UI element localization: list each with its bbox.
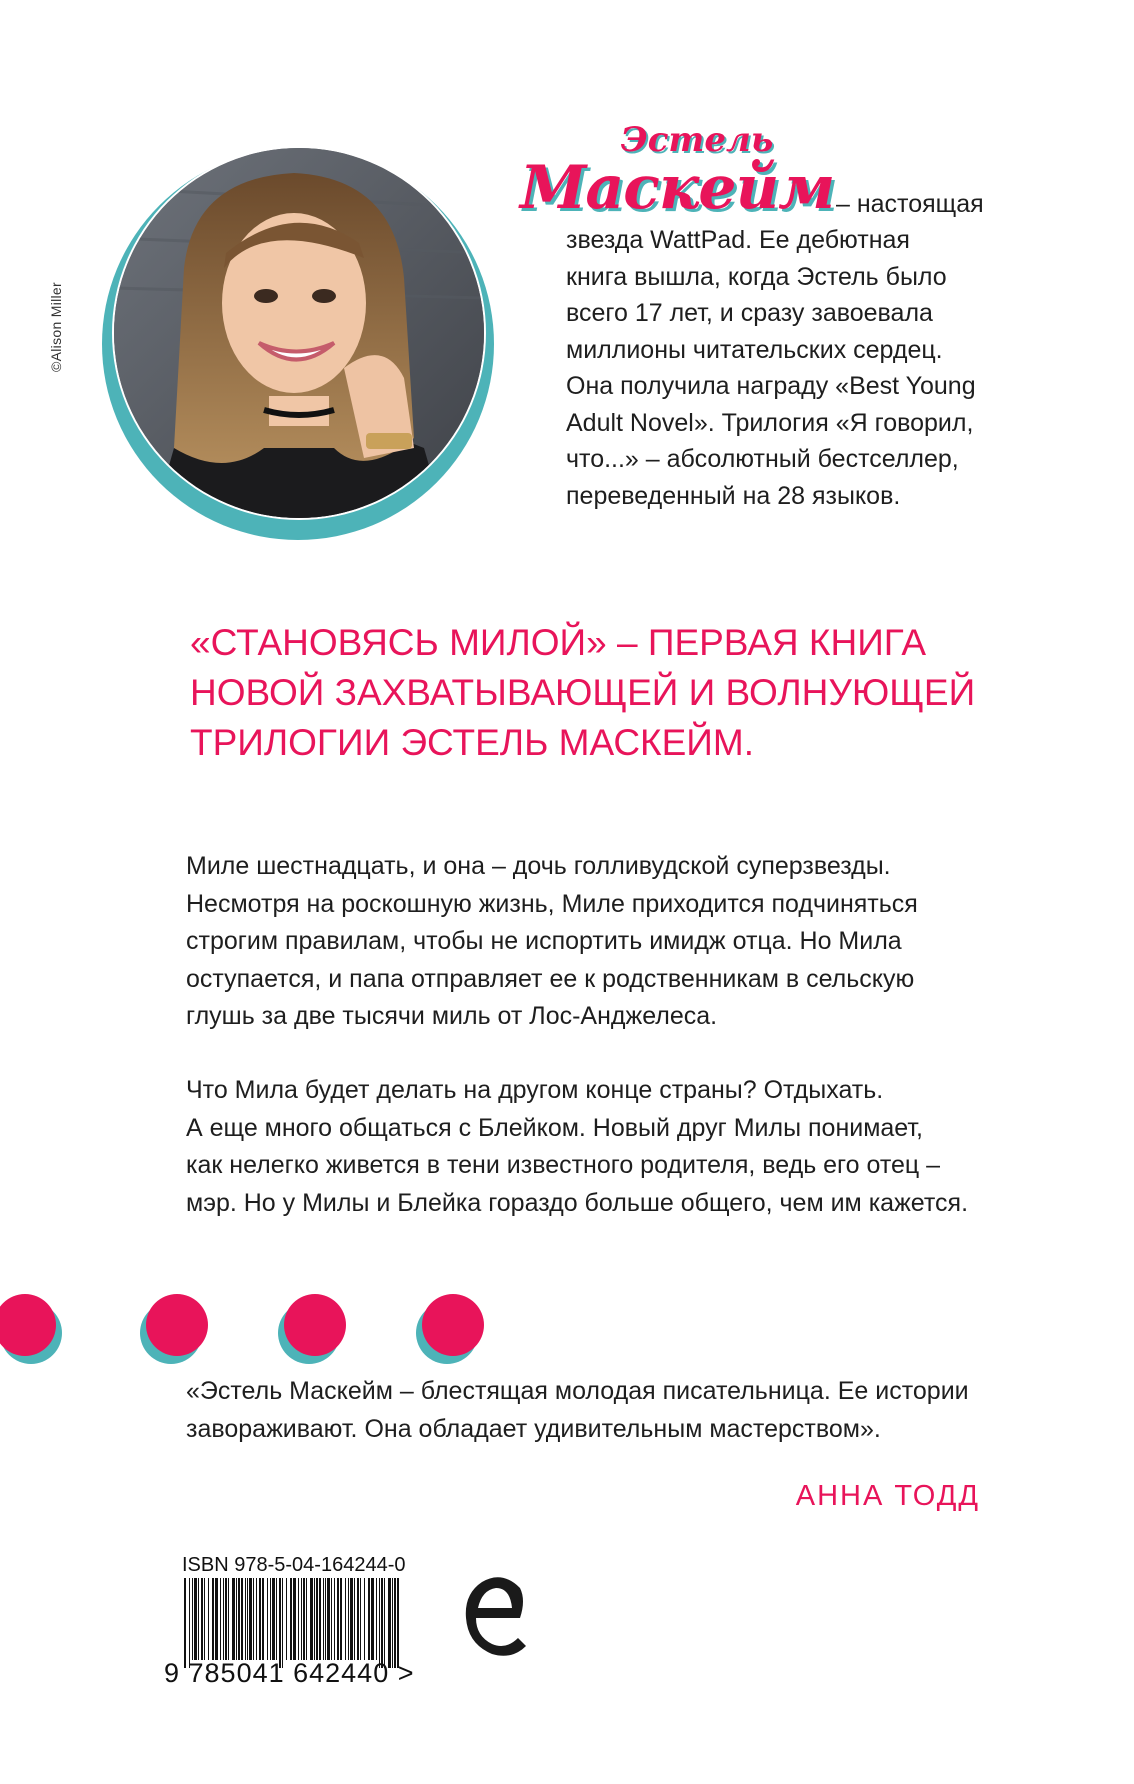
- barcode-bar: [225, 1578, 227, 1660]
- barcode-bar: [360, 1578, 361, 1660]
- bio-line: миллионы читательских сердец.: [566, 335, 943, 364]
- paragraph-line: строгим правилам, чтобы не испортить имидж отца. Но Мила: [186, 927, 902, 955]
- barcode-bar: [293, 1578, 296, 1660]
- barcode-bar: [345, 1578, 346, 1660]
- barcode-bar: [236, 1578, 237, 1660]
- barcode-bar: [337, 1578, 339, 1660]
- barcode-bar: [256, 1578, 257, 1660]
- barcode-bar: [241, 1578, 243, 1660]
- bio-line: что...» – абсолютный бестселлер,: [566, 445, 959, 473]
- paragraph-line: мэр. Но у Милы и Блейка гораздо больше общего, чем им кажется.: [186, 1188, 969, 1217]
- barcode-bar: [298, 1578, 299, 1660]
- barcode-bar: [192, 1578, 193, 1660]
- barcode-bar: [392, 1578, 393, 1668]
- paragraph-line: А еще много общаться с Блейком. Новый друг Милы понимает,: [186, 1113, 923, 1142]
- bio-first-line: – настоящая: [836, 190, 984, 218]
- barcode-bar: [270, 1578, 271, 1660]
- barcode-bar: [388, 1578, 391, 1668]
- barcode-bar: [204, 1578, 205, 1660]
- barcode-bar: [259, 1578, 261, 1660]
- barcode-bar: [303, 1578, 305, 1660]
- barcode-bar: [331, 1578, 332, 1660]
- author-photo-illustration: [114, 148, 484, 518]
- barcode-bar: [189, 1578, 190, 1668]
- tagline-line: ТРИЛОГИИ ЭСТЕЛЬ МАСКЕЙМ.: [190, 722, 754, 763]
- synopsis-paragraph-2: [186, 1072, 976, 1222]
- barcode-bar: [319, 1578, 321, 1660]
- barcode-bar: [212, 1578, 214, 1660]
- barcode-bar: [376, 1578, 377, 1660]
- barcode-bar: [279, 1578, 281, 1668]
- barcode-bar: [286, 1578, 287, 1660]
- barcode-bar: [272, 1578, 275, 1660]
- paragraph-line: как нелегко живется в тени известного родителя, ведь его отец –: [186, 1151, 941, 1179]
- barcode-bar: [232, 1578, 235, 1660]
- author-first-name: Эстель: [620, 120, 774, 160]
- barcode-bar: [262, 1578, 264, 1660]
- quote-line: завораживают. Она обладает удивительным мастерством».: [186, 1415, 881, 1443]
- paragraph-line: Что Мила будет делать на другом конце страны? Отдыхать.: [186, 1076, 884, 1104]
- paragraph-line: оступается, и папа отправляет ее к родственникам в сельскую: [186, 964, 915, 993]
- barcode-bar: [249, 1578, 252, 1660]
- tagline-line: НОВОЙ ЗАХВАТЫВАЮЩЕЙ И ВОЛНУЮЩЕЙ: [190, 672, 976, 713]
- barcode-bar: [276, 1578, 277, 1660]
- synopsis-paragraph-1: [186, 848, 976, 1036]
- barcode-bar: [306, 1578, 307, 1660]
- book-tagline: [190, 618, 990, 768]
- barcode-bar: [368, 1578, 370, 1660]
- barcode-bar: [208, 1578, 209, 1660]
- barcode-bar: [348, 1578, 349, 1660]
- barcode-bar: [325, 1578, 326, 1660]
- quote-line: «Эстель Маскейм – блестящая молодая писательница. Ее истории: [186, 1377, 969, 1405]
- barcode-bar: [323, 1578, 324, 1660]
- barcode-bar: [357, 1578, 359, 1660]
- barcode-digits: 9 785041 642440 >: [164, 1658, 415, 1688]
- bio-line: всего 17 лет, и сразу завоевала: [566, 299, 933, 327]
- barcode-bar: [282, 1578, 283, 1668]
- barcode-bar: [379, 1578, 380, 1668]
- bio-line: Adult Novel». Трилогия «Я говорил,: [566, 408, 974, 437]
- publisher-logo-icon: [462, 1570, 530, 1658]
- paragraph-line: Несмотря на роскошную жизнь, Миле приходится подчиняться: [186, 889, 918, 918]
- barcode-bar: [394, 1578, 396, 1668]
- barcode-bar: [364, 1578, 365, 1660]
- barcode-bar: [350, 1578, 353, 1660]
- barcode-bar: [220, 1578, 221, 1660]
- barcode-bar: [384, 1578, 385, 1668]
- isbn-label: ISBN 978-5-04-164244-0: [182, 1554, 406, 1576]
- barcode-bar: [310, 1578, 313, 1660]
- barcode-bar: [215, 1578, 218, 1660]
- author-last-name: Маскейм: [520, 153, 835, 223]
- barcode-bar: [228, 1578, 229, 1660]
- barcode-bar: [340, 1578, 342, 1660]
- barcode-bar: [381, 1578, 383, 1668]
- bio-line: Она получила награду «Best Young: [566, 372, 976, 400]
- barcode-bar: [194, 1578, 197, 1660]
- barcode-bar: [316, 1578, 318, 1660]
- decor-dot: [284, 1294, 346, 1356]
- barcode-bar: [267, 1578, 268, 1660]
- barcode-bar: [314, 1578, 315, 1660]
- decor-dot: [146, 1294, 208, 1356]
- review-quote: [186, 1372, 986, 1448]
- bio-line: книга вышла, когда Эстель было: [566, 262, 947, 291]
- quote-author: АННА ТОДД: [795, 1480, 980, 1512]
- decor-dot: [422, 1294, 484, 1356]
- bio-line: звезда WattPad. Ее дебютная: [566, 226, 910, 254]
- bio-line: переведенный на 28 языков.: [566, 481, 901, 510]
- barcode-bar: [371, 1578, 374, 1660]
- paragraph-line: глушь за две тысячи миль от Лос-Анджелеса.: [186, 1002, 718, 1030]
- barcode-bar: [247, 1578, 248, 1660]
- author-bio: [566, 222, 1006, 514]
- barcode-bar: [290, 1578, 292, 1660]
- barcode-bar: [301, 1578, 302, 1660]
- barcode-bar: [238, 1578, 240, 1660]
- barcode: [182, 1578, 402, 1668]
- barcode-bar: [198, 1578, 199, 1660]
- tagline-line: «СТАНОВЯСЬ МИЛОЙ» – ПЕРВАЯ КНИГА: [190, 622, 927, 663]
- author-photo: [114, 148, 484, 518]
- barcode-bar: [253, 1578, 254, 1660]
- paragraph-line: Миле шестнадцать, и она – дочь голливудской суперзвезды.: [186, 852, 891, 880]
- barcode-bar: [201, 1578, 203, 1660]
- photo-credit: ©Alison Miller: [48, 282, 64, 372]
- barcode-bar: [223, 1578, 224, 1660]
- barcode-bar: [354, 1578, 355, 1660]
- barcode-bar: [327, 1578, 330, 1660]
- barcode-bar: [184, 1578, 186, 1668]
- barcode-bar: [334, 1578, 335, 1660]
- barcode-bar: [397, 1578, 399, 1668]
- barcode-bar: [245, 1578, 246, 1660]
